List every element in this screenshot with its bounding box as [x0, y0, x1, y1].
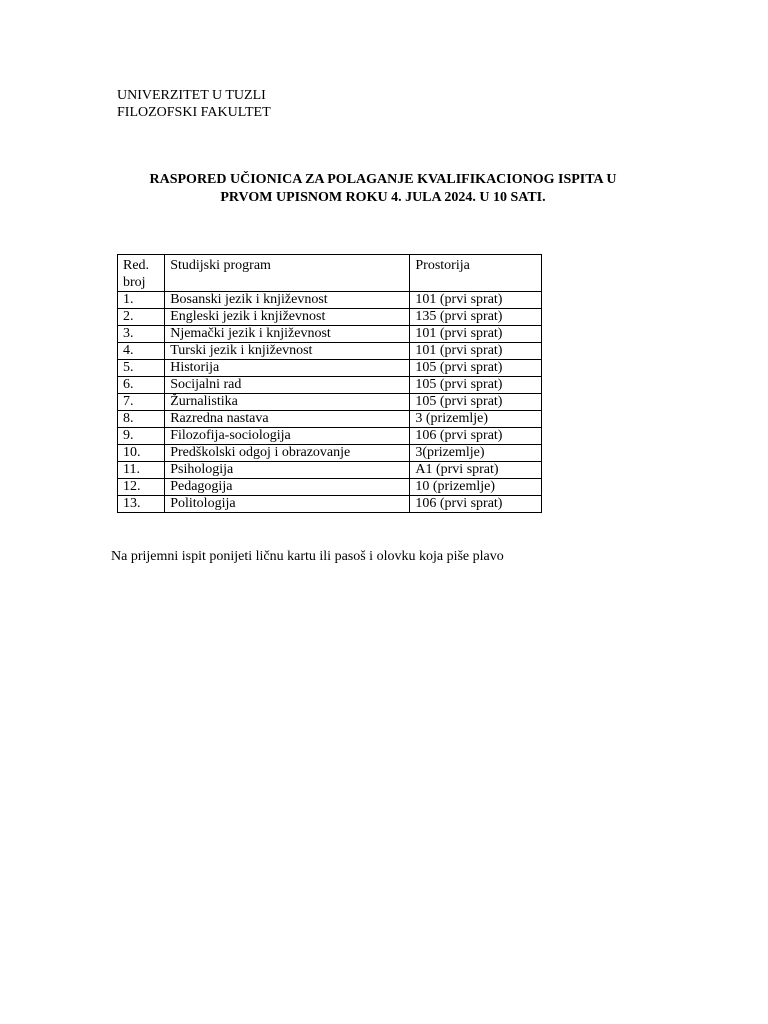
table-row	[118, 394, 542, 411]
row-number: 13.	[118, 496, 165, 513]
row-program: Socijalni rad	[165, 377, 410, 394]
title-line-1: RASPORED UČIONICA ZA POLAGANJE KVALIFIKACIONOG ISPITA U	[149, 172, 617, 187]
classroom-schedule-table	[117, 254, 542, 513]
row-room: 105 (prvi sprat)	[410, 394, 542, 411]
row-program: Historija	[165, 360, 410, 377]
row-room: 106 (prvi sprat)	[410, 496, 542, 513]
title-line-2: PRVOM UPISNOM ROKU 4. JULA 2024. U 10 SATI.	[220, 190, 546, 205]
document-title	[110, 171, 656, 207]
instruction-note: Na prijemni ispit ponijeti ličnu kartu ili pasoš i olovku koja piše plavo	[111, 549, 504, 564]
row-program: Politologija	[165, 496, 410, 513]
row-number: 11.	[118, 462, 165, 479]
header-number-line2: broj	[123, 275, 146, 290]
row-program: Filozofija-sociologija	[165, 428, 410, 445]
row-program: Njemački jezik i književnost	[165, 326, 410, 343]
table-row	[118, 496, 542, 513]
table-row	[118, 428, 542, 445]
row-room: 135 (prvi sprat)	[410, 309, 542, 326]
institution-header	[117, 87, 271, 121]
row-number: 7.	[118, 394, 165, 411]
table-row	[118, 479, 542, 496]
header-program: Studijski program	[165, 255, 410, 292]
row-room: 10 (prizemlje)	[410, 479, 542, 496]
row-number: 2.	[118, 309, 165, 326]
faculty-name: FILOZOFSKI FAKULTET	[117, 105, 271, 120]
row-number: 1.	[118, 292, 165, 309]
table-row	[118, 445, 542, 462]
row-program: Bosanski jezik i književnost	[165, 292, 410, 309]
header-number	[118, 255, 165, 292]
row-room: 101 (prvi sprat)	[410, 343, 542, 360]
table-row	[118, 360, 542, 377]
row-program: Engleski jezik i književnost	[165, 309, 410, 326]
row-number: 10.	[118, 445, 165, 462]
row-room: 101 (prvi sprat)	[410, 292, 542, 309]
row-program: Pedagogija	[165, 479, 410, 496]
row-room: 3(prizemlje)	[410, 445, 542, 462]
table-row	[118, 462, 542, 479]
header-number-line1: Red.	[123, 258, 150, 273]
row-program: Žurnalistika	[165, 394, 410, 411]
row-room: 101 (prvi sprat)	[410, 326, 542, 343]
table-row	[118, 343, 542, 360]
row-room: A1 (prvi sprat)	[410, 462, 542, 479]
row-number: 8.	[118, 411, 165, 428]
row-number: 6.	[118, 377, 165, 394]
row-program: Razredna nastava	[165, 411, 410, 428]
header-room: Prostorija	[410, 255, 542, 292]
row-program: Turski jezik i književnost	[165, 343, 410, 360]
row-room: 105 (prvi sprat)	[410, 360, 542, 377]
row-number: 5.	[118, 360, 165, 377]
row-program: Psihologija	[165, 462, 410, 479]
table-row	[118, 292, 542, 309]
row-number: 12.	[118, 479, 165, 496]
row-number: 4.	[118, 343, 165, 360]
row-program: Predškolski odgoj i obrazovanje	[165, 445, 410, 462]
university-name: UNIVERZITET U TUZLI	[117, 88, 266, 103]
table-row	[118, 309, 542, 326]
row-number: 3.	[118, 326, 165, 343]
row-room: 105 (prvi sprat)	[410, 377, 542, 394]
table-row	[118, 377, 542, 394]
table-row	[118, 326, 542, 343]
row-room: 3 (prizemlje)	[410, 411, 542, 428]
table-row	[118, 411, 542, 428]
table-header-row	[118, 255, 542, 292]
row-number: 9.	[118, 428, 165, 445]
row-room: 106 (prvi sprat)	[410, 428, 542, 445]
